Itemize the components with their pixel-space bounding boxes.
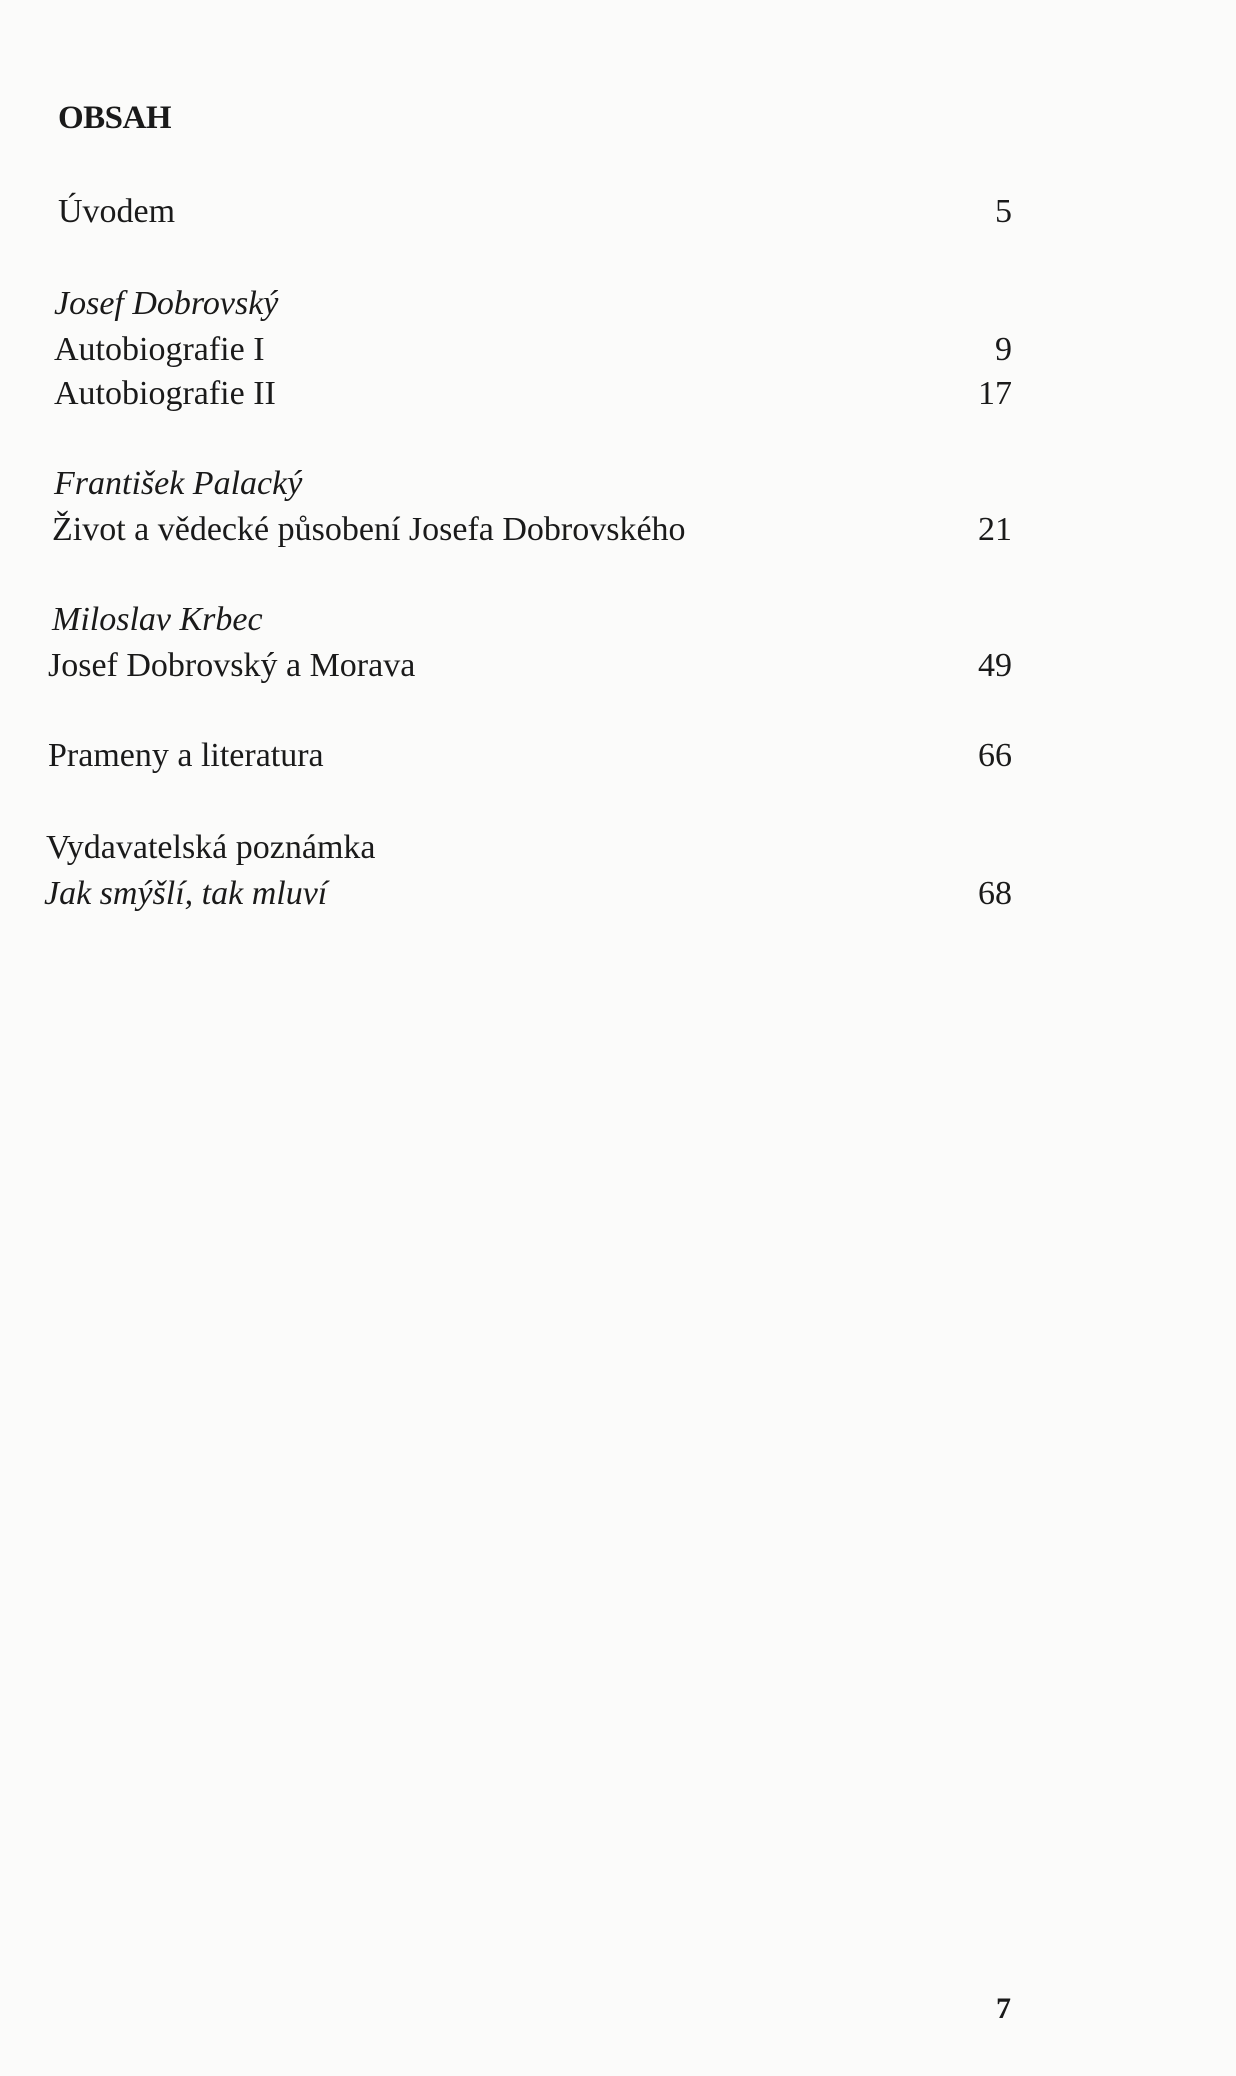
toc-entry-title: Jak smýšlí, tak mluví xyxy=(44,875,328,912)
toc-entry-vydavatelska xyxy=(0,826,1236,870)
toc-entry-page: 66 xyxy=(978,737,1012,774)
toc-entry-page: 9 xyxy=(995,331,1012,368)
toc-entry-title: Autobiografie II xyxy=(54,375,276,412)
toc-entry-autobiografie-1 xyxy=(0,328,1236,372)
toc-entry-page: 21 xyxy=(978,511,1012,548)
toc-heading: OBSAH xyxy=(58,100,172,136)
toc-author-dobrovsky xyxy=(0,282,1236,326)
toc-entry-uvodem xyxy=(0,190,1236,234)
toc-entry-title: Josef Dobrovský a Morava xyxy=(48,647,416,684)
toc-entry-autobiografie-2 xyxy=(0,372,1236,416)
toc-author-name: František Palacký xyxy=(54,465,303,502)
toc-entry-jak-smysli xyxy=(0,872,1236,916)
toc-entry-zivot xyxy=(0,508,1236,552)
toc-author-krbec xyxy=(0,598,1236,642)
toc-entry-page: 17 xyxy=(978,375,1012,412)
toc-entry-title: Vydavatelská poznámka xyxy=(46,829,376,866)
toc-entry-page: 49 xyxy=(978,647,1012,684)
toc-entry-title: Autobiografie I xyxy=(54,331,265,368)
toc-entry-page: 68 xyxy=(978,875,1012,912)
toc-author-palacky xyxy=(0,462,1236,506)
page-number: 7 xyxy=(996,1992,1011,2025)
toc-entry-title: Život a vědecké působení Josefa Dobrovského xyxy=(52,511,686,548)
toc-author-name: Miloslav Krbec xyxy=(52,601,263,638)
toc-entry-page: 5 xyxy=(995,193,1012,230)
toc-entry-morava xyxy=(0,644,1236,688)
toc-entry-title: Úvodem xyxy=(58,193,176,230)
toc-entry-prameny xyxy=(0,734,1236,778)
toc-author-name: Josef Dobrovský xyxy=(54,285,279,322)
toc-entry-title: Prameny a literatura xyxy=(48,737,324,774)
